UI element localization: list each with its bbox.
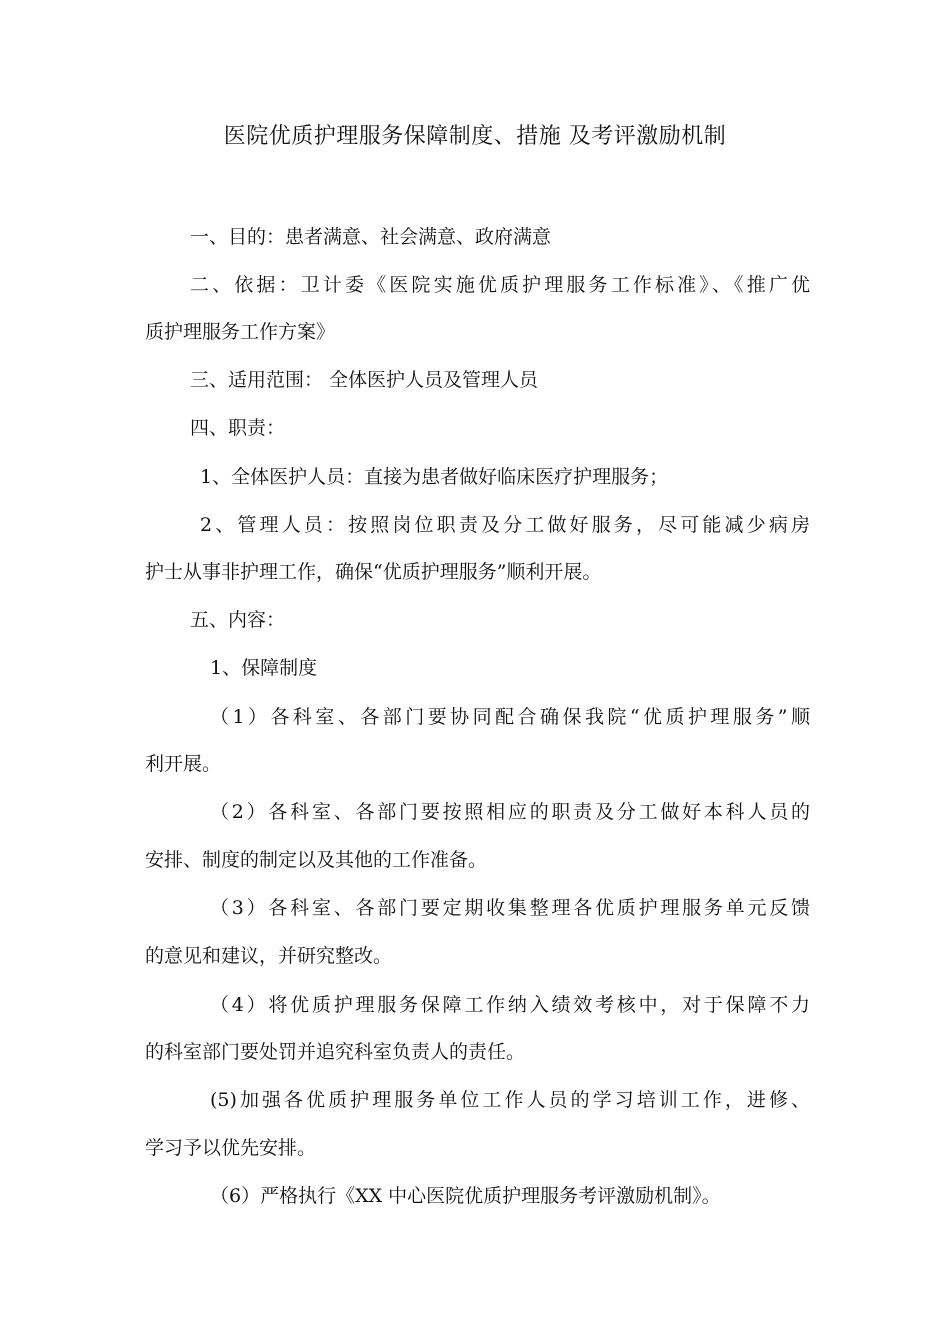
section-scope: 三、适用范围： 全体医护人员及管理人员	[190, 369, 539, 391]
guarantee-item-6: （6）严格执行《XX 中心医院优质护理服务考评激励机制》。	[210, 1185, 721, 1207]
guarantee-item-4-line-1: （4）将优质护理服务保障工作纳入绩效考核中，对于保障不力	[210, 994, 810, 1016]
section-content-heading: 五、内容：	[190, 609, 286, 631]
duty-item-1: 1、全体医护人员：直接为患者做好临床医疗护理服务；	[200, 466, 669, 488]
guarantee-item-5-line-2: 学习予以优先安排。	[145, 1137, 317, 1159]
section-duties-heading: 四、职责：	[190, 417, 286, 439]
guarantee-item-2-line-1: （2）各科室、各部门要按照相应的职责及分工做好本科人员的	[210, 801, 810, 823]
guarantee-item-3-line-1: （3）各科室、各部门要定期收集整理各优质护理服务单元反馈	[210, 897, 810, 919]
guarantee-item-2-line-2: 安排、制度的制定以及其他的工作准备。	[145, 849, 488, 871]
guarantee-item-5-line-1: (5)加强各优质护理服务单位工作人员的学习培训工作，进修、	[210, 1089, 810, 1111]
section-purpose: 一、目的：患者满意、社会满意、政府满意	[190, 226, 552, 248]
subsection-guarantee-heading: 1、保障制度	[210, 657, 318, 679]
guarantee-item-1-line-1: （1）各科室、各部门要协同配合确保我院“优质护理服务”顺	[210, 706, 810, 728]
section-basis-line-2: 质护理服务工作方案》	[145, 321, 336, 343]
guarantee-item-3-line-2: 的意见和建议，并研究整改。	[145, 945, 393, 967]
document-title: 医院优质护理服务保障制度、措施 及考评激励机制	[223, 124, 727, 149]
duty-item-2-line-2: 护士从事非护理工作，确保“优质护理服务”顺利开展。	[145, 561, 602, 583]
duty-item-2-line-1: 2、管理人员：按照岗位职责及分工做好服务，尽可能减少病房	[200, 514, 810, 536]
section-basis-line-1: 二、依据：卫计委《医院实施优质护理服务工作标准》、《推广优	[190, 274, 810, 296]
guarantee-item-4-line-2: 的科室部门要处罚并追究科室负责人的责任。	[145, 1041, 526, 1063]
guarantee-item-1-line-2: 利开展。	[145, 753, 222, 775]
